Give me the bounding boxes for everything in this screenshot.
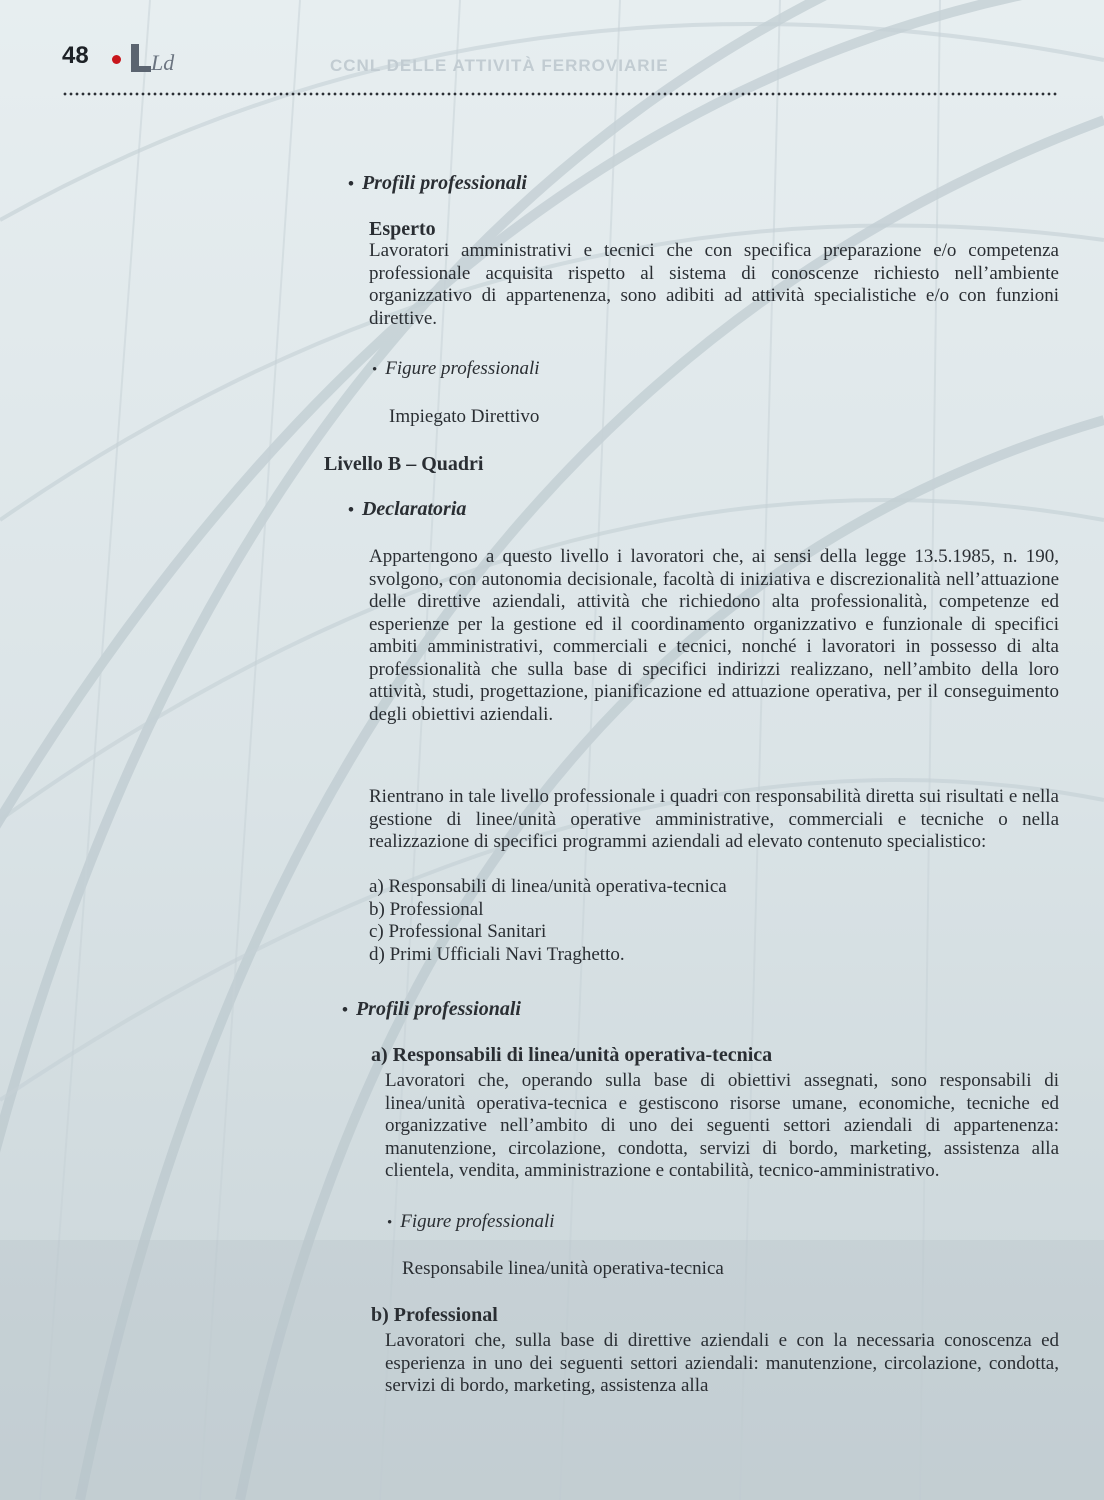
page-number: 48: [62, 42, 89, 69]
declaratoria-text: Appartengono a questo livello i lavoratori che, ai sensi della legge 13.5.1985, n. 190, svolgono, con autonomia decisionale, facoltà di iniziativa e discrezionalità nell’attuazione delle direttive aziendali, attività che richiedono alta professionalità, competenze ed esperienze per la gestione ed il coordinamento organizzativo e funzionale di specifici ambiti amministrativi, commerciali e tecnici, nonché i lavoratori in possesso di alta professionalità che sulla base di specifici indirizzi realizzano, nell’ambito della loro attività, studi, progettazione, pianificazione ed attuazione operativa, per il conseguimento degli obiettivi aziendali.: [369, 546, 1059, 725]
figure-heading-1: • Figure professionali: [372, 358, 540, 379]
profile-a-text: Lavoratori che, operando sulla base di obiettivi assegnati, sono responsabili di linea/unità operativa-tecnica e gestiscono risorse umane, economiche, tecniche ed organizzative nell’ambito di uno dei seguenti settori aziendali di appartenenza: manutenzione, circolazione, condotta, servizi di bordo, marketing, assistenza alla clientela, vendita, amministrazione e contabilità, tecnico-amministrativo.: [385, 1070, 1059, 1181]
list-item: b) Professional: [369, 898, 484, 920]
list-item: c) Professional Sanitari: [369, 921, 547, 942]
profile-b-title: b) Professional: [371, 1304, 498, 1326]
figure-item-1: Impiegato Direttivo: [389, 406, 540, 427]
livello-b-title: Livello B – Quadri: [324, 453, 484, 475]
esperto-heading: Esperto: [369, 218, 436, 240]
esperto-paragraph: Lavoratori amministrativi e tecnici che con specifica preparazione e/o competenza professionale acquisita rispetto al sistema di conoscenze richiesto nell’ambiente organizzativo di appartenenza, sono adibiti ad attività specialistiche e/o con funzioni direttive.: [369, 240, 1059, 329]
declaratoria-heading: • Declaratoria: [348, 498, 467, 520]
list-item: d) Primi Ufficiali Navi Traghetto.: [369, 943, 625, 965]
profile-b-text: Lavoratori che, sulla base di direttive aziendali e con la necessaria conoscenza ed esperienza in uno dei seguenti settori aziendali: manutenzione, circolazione, condotta, servizi di bordo, marketing, assistenza alla: [385, 1330, 1059, 1396]
profili-heading-2: • Profili professionali: [342, 998, 521, 1020]
figure-item-2: Responsabile linea/unità operativa-tecnica: [402, 1258, 724, 1279]
rientrano-text: Rientrano in tale livello professionale i quadri con responsabilità diretta sui risultati e nella gestione di linee/unità operative amministrative, commerciali e tecniche o nella realizzazione di specifici programmi aziendali ad elevato contenuto specialistico:: [369, 786, 1059, 852]
list-item: a) Responsabili di linea/unità operativa-tecnica: [369, 876, 727, 897]
quadri-list: [369, 876, 727, 966]
profili-heading-1: • Profili professionali: [348, 172, 527, 194]
figure-heading-2: • Figure professionali: [387, 1211, 555, 1232]
faint-running-title: CCNL DELLE ATTIVITÀ FERROVIARIE: [330, 56, 669, 75]
profile-a-title: a) Responsabili di linea/unità operativa-tecnica: [371, 1044, 773, 1066]
logo-text: Ld: [151, 50, 175, 75]
